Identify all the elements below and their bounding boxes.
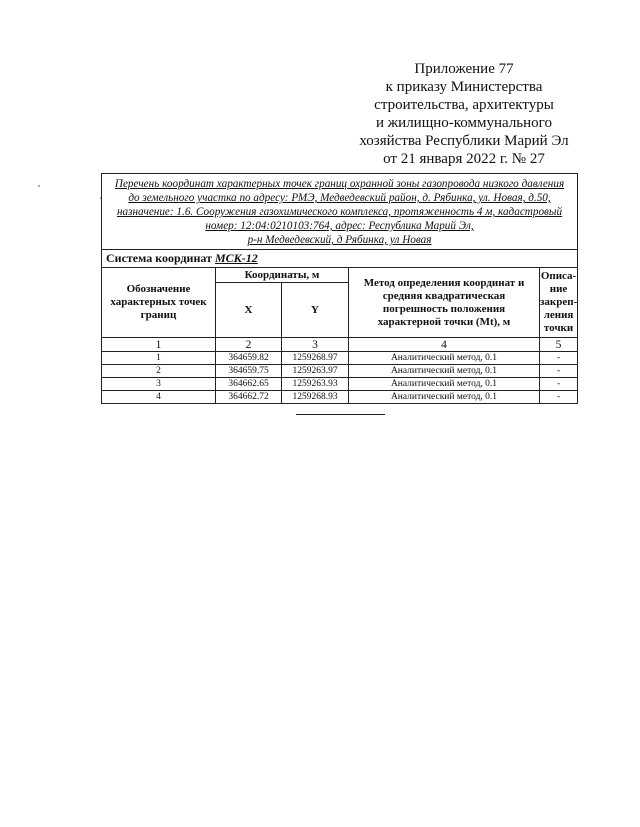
y-cell: 1259263.93 [282, 378, 349, 391]
table-title-line: до земельного участка по адресу: РМЭ, Медведевский район, д. Рябинка, ул. Новая, д.50, [128, 192, 551, 204]
point-cell: 3 [102, 378, 216, 391]
method-cell: Аналитический метод, 0.1 [349, 391, 540, 404]
coordinates-table [101, 173, 578, 404]
method-cell: Аналитический метод, 0.1 [349, 378, 540, 391]
column-number: 2 [216, 338, 282, 352]
x-cell: 364659.82 [216, 352, 282, 365]
x-cell: 364662.65 [216, 378, 282, 391]
description-cell: - [540, 352, 578, 365]
header-line: Приложение 77 [414, 61, 514, 77]
y-cell: 1259268.97 [282, 352, 349, 365]
y-cell: 1259268.93 [282, 391, 349, 404]
description-cell: - [540, 365, 578, 378]
coordinate-system-label: Система координат [106, 251, 212, 265]
table-title-line: р-н Медведевский, д Рябинка, ул Новая [247, 234, 432, 246]
scan-speck [38, 185, 40, 187]
header-line: к приказу Министерства [385, 79, 543, 95]
column-number: 4 [349, 338, 540, 352]
header-method: Метод определения координат и средняя квадратическая погрешность положения характерной точки (Mt), м [349, 268, 540, 338]
coordinate-system [102, 250, 578, 268]
x-cell: 364659.75 [216, 365, 282, 378]
point-cell: 4 [102, 391, 216, 404]
column-numbers-row [102, 338, 578, 352]
column-number: 3 [282, 338, 349, 352]
column-number: 5 [540, 338, 578, 352]
header-line: и жилищно-коммунального [376, 115, 552, 131]
header-line: строительства, архитектуры [374, 97, 554, 113]
end-divider [296, 414, 385, 415]
header-x: X [216, 283, 282, 338]
description-cell: - [540, 391, 578, 404]
point-cell: 2 [102, 365, 216, 378]
description-cell: - [540, 378, 578, 391]
header-point: Обозначение характерных точек границ [102, 268, 216, 338]
table-row [102, 391, 578, 404]
table-title [102, 174, 578, 250]
table-row [102, 378, 578, 391]
header-description: Описа-ние закреп-ления точки [540, 268, 578, 338]
column-number: 1 [102, 338, 216, 352]
coordinate-system-value: МСК-12 [214, 251, 258, 265]
table-row [102, 365, 578, 378]
table-title-line: номер: 12:04:0210103:764, адрес: Республика Марий Эл, [205, 220, 474, 232]
table-row [102, 352, 578, 365]
method-cell: Аналитический метод, 0.1 [349, 352, 540, 365]
table-title-line: назначение: 1.6. Сооружения газохимического комплекса, протяженность 4 м, кадастровый [116, 206, 563, 218]
header-line: хозяйства Республики Марий Эл [359, 133, 569, 149]
header-coordinates: Координаты, м [216, 268, 349, 283]
y-cell: 1259263.97 [282, 365, 349, 378]
table-title-line: Перечень координат характерных точек границ охранной зоны газопровода низкого давления [114, 178, 565, 190]
header-line: от 21 января 2022 г. № 27 [383, 151, 545, 167]
header-y: Y [282, 283, 349, 338]
order-header [340, 60, 588, 168]
x-cell: 364662.72 [216, 391, 282, 404]
point-cell: 1 [102, 352, 216, 365]
method-cell: Аналитический метод, 0.1 [349, 365, 540, 378]
